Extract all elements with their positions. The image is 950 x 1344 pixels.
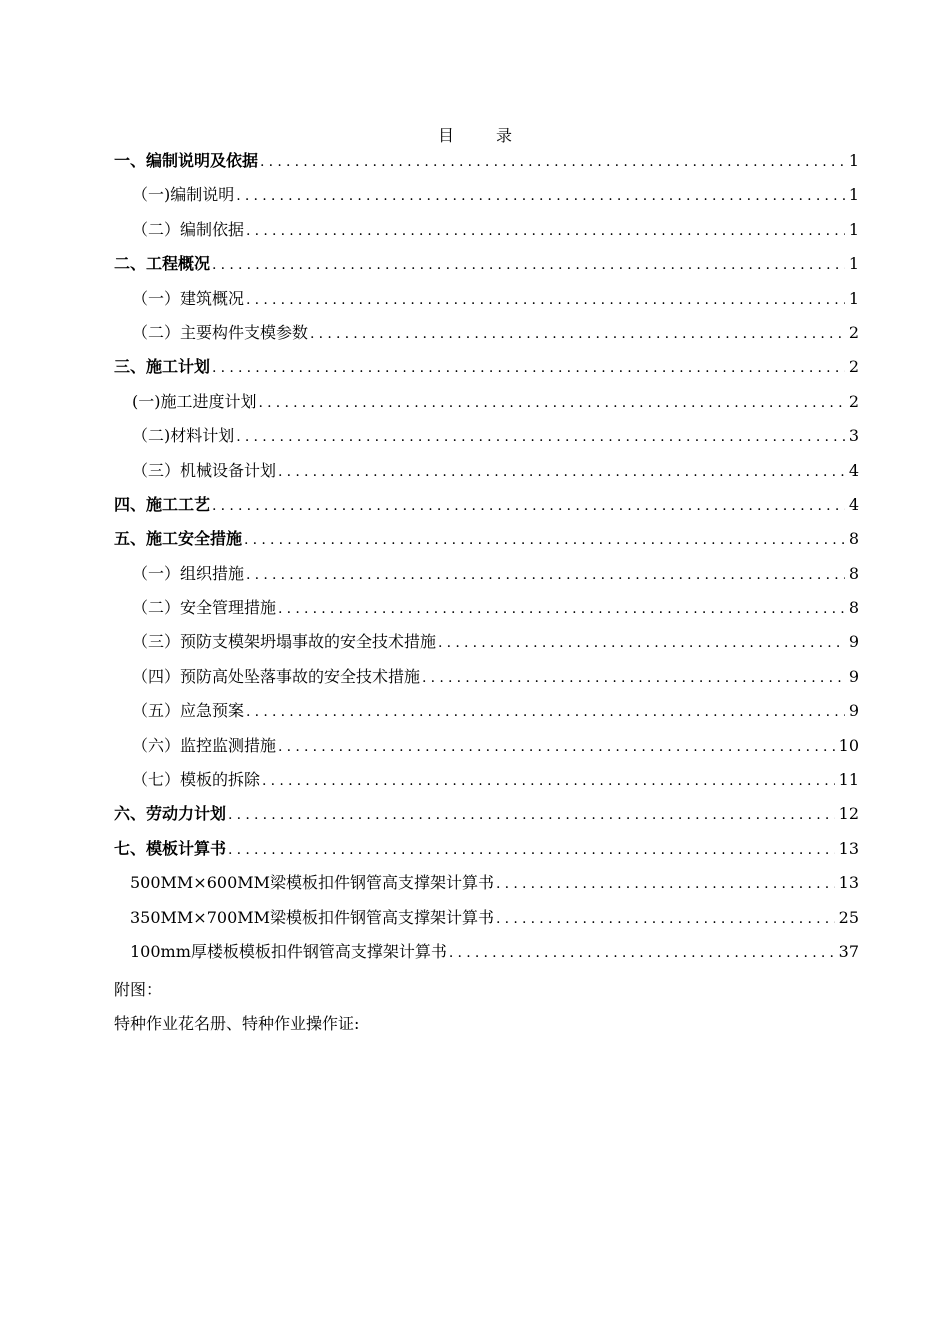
toc-leader-dots [422,663,845,693]
toc-entry-label: 六、劳动力计划 [114,804,227,824]
toc-entry[interactable] [114,696,859,730]
toc-entry[interactable] [114,146,859,180]
toc-entry-label: 三、施工计划 [114,357,211,377]
toc-entry-label: 100mm厚楼板模板扣件钢管高支撑架计算书 [130,941,447,961]
toc-entry-label: 一、编制说明及依据 [114,151,259,170]
toc-entry[interactable] [114,284,859,318]
toc-leader-dots [262,766,835,796]
toc-entry[interactable] [114,559,859,593]
toc-entry-page-number: 1 [848,219,859,239]
toc-entry[interactable] [114,799,859,833]
toc-entry[interactable] [114,249,859,283]
toc-entry[interactable] [114,318,859,352]
toc-entry-page-number: 2 [848,357,859,377]
toc-entry-page-number: 1 [848,288,859,308]
toc-entry-page-number: 11 [838,770,859,790]
toc-title-left: 目 [437,126,454,145]
toc-leader-dots [260,147,845,177]
toc-entry-label: （四）预防高处坠落事故的安全技术措施 [132,666,421,686]
toc-entry[interactable] [114,524,859,558]
toc-title [0,124,950,148]
toc-entry-page-number: 13 [838,873,859,893]
toc-entry-page-number: 8 [848,598,859,618]
toc-entry-page-number: 12 [838,804,859,824]
toc-leader-dots [212,250,845,280]
toc-entry[interactable] [114,868,859,902]
toc-leader-dots [244,525,845,555]
toc-entry[interactable] [114,662,859,696]
toc-entry-label: 五、施工安全措施 [114,529,243,549]
toc-entry-label: 二、工程概况 [114,254,211,274]
toc-entry-page-number: 13 [838,838,859,858]
toc-entry[interactable] [114,903,859,937]
toc-entry[interactable] [114,593,859,627]
toc-leader-dots [236,181,845,211]
toc-leader-dots [212,353,845,383]
toc-entry-label: （一)编制说明 [132,185,235,205]
toc-entry[interactable] [114,765,859,799]
toc-leader-dots [278,457,845,487]
toc-entry-label: （三）机械设备计划 [132,460,277,480]
toc-entry-label: 500MM×600MM梁模板扣件钢管高支撑架计算书 [130,873,495,893]
toc-entry[interactable] [114,731,859,765]
toc-entry-label: （五）应急预案 [132,701,245,721]
toc-entry-label: （六）监控监测措施 [132,735,277,755]
toc-leader-dots [228,835,835,865]
toc-entry-label: （七）模板的拆除 [132,770,261,790]
toc-entry-page-number: 9 [848,632,859,652]
toc-entry[interactable] [114,456,859,490]
toc-entry-page-number: 9 [848,666,859,686]
toc-leader-dots [278,594,845,624]
toc-entry-label: 七、模板计算书 [114,838,227,858]
toc-entry-page-number: 9 [848,701,859,721]
toc-entry-page-number: 4 [848,460,859,480]
toc-entry[interactable] [114,627,859,661]
toc-leader-dots [246,560,845,590]
toc-entry-label: (一)施工进度计划 [132,391,257,411]
toc-entry-page-number: 8 [848,529,859,549]
toc-entry[interactable] [114,215,859,249]
toc-leader-dots [496,904,835,934]
toc-leader-dots [259,388,845,418]
appendix-figures-label: 附图： [114,980,163,999]
toc-entry-page-number: 10 [838,735,859,755]
toc-entry-page-number: 1 [848,185,859,205]
toc-leader-dots [228,800,835,830]
table-of-contents [114,146,859,971]
toc-entry-page-number: 25 [838,907,859,927]
toc-entry-page-number: 3 [848,426,859,446]
toc-entry-label: （二）编制依据 [132,219,245,239]
toc-leader-dots [449,938,835,968]
toc-entry[interactable] [114,490,859,524]
toc-leader-dots [246,285,845,315]
toc-entry-label: （二）安全管理措施 [132,598,277,618]
toc-entry-page-number: 4 [848,494,859,514]
toc-entry[interactable] [114,421,859,455]
toc-leader-dots [246,697,845,727]
toc-entry-page-number: 8 [848,563,859,583]
toc-leader-dots [310,319,845,349]
toc-leader-dots [278,732,835,762]
toc-leader-dots [246,216,845,246]
toc-entry-page-number: 2 [848,391,859,411]
toc-entry[interactable] [114,387,859,421]
toc-entry-page-number: 2 [848,322,859,342]
toc-entry-label: 四、施工工艺 [114,494,211,514]
toc-entry[interactable] [114,352,859,386]
toc-entry-label: 350MM×700MM梁模板扣件钢管高支撑架计算书 [130,907,495,927]
toc-entry[interactable] [114,180,859,214]
toc-leader-dots [236,422,845,452]
toc-entry-page-number: 1 [848,254,859,274]
appendix-roster-label: 特种作业花名册、特种作业操作证: [114,1014,360,1033]
toc-leader-dots [212,491,845,521]
toc-entry-label: （一）建筑概况 [132,288,245,308]
toc-entry-page-number: 1 [848,151,859,170]
toc-entry-label: （一）组织措施 [132,563,245,583]
toc-entry[interactable] [114,937,859,971]
toc-entry-page-number: 37 [838,941,859,961]
toc-entry[interactable] [114,834,859,868]
toc-leader-dots [438,628,845,658]
toc-entry-label: （三）预防支模架坍塌事故的安全技术措施 [132,632,437,652]
toc-title-right: 录 [496,126,513,145]
toc-entry-label: （二)材料计划 [132,426,235,446]
toc-leader-dots [496,869,835,899]
toc-entry-label: （二）主要构件支模参数 [132,322,309,342]
